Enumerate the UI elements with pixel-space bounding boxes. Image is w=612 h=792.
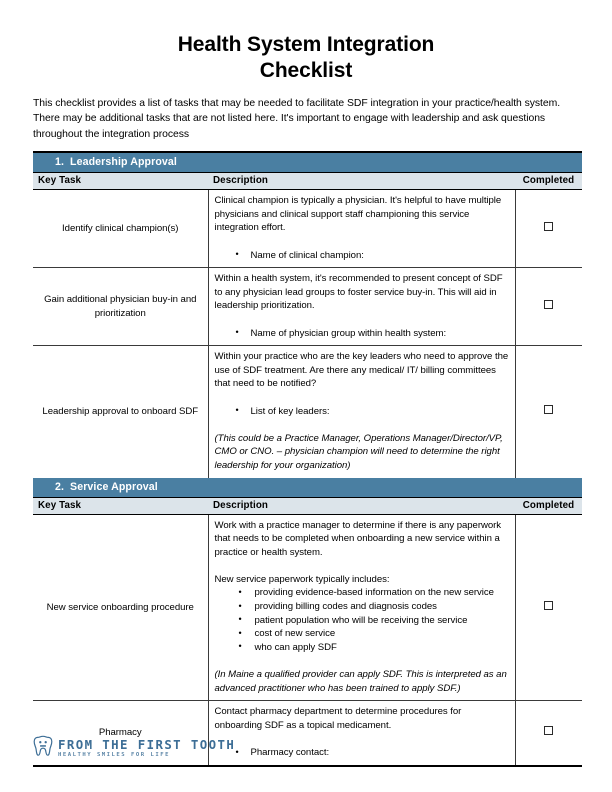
description-bullet-list xyxy=(215,327,509,341)
logo-main-text: FROM THE FIRST TOOTH xyxy=(58,736,236,752)
description-paragraph: Within a health system, it's recommended to present concept of SDF to any physician lead groups to foster service buy-in. This will aid in leadership prioritization. xyxy=(214,273,503,312)
column-header-key-task: Key Task xyxy=(33,497,208,514)
page-title-line-1: Health System Integration xyxy=(177,33,435,56)
list-item: • who can apply SDF xyxy=(215,641,509,655)
column-header-row xyxy=(33,497,582,514)
section-number: 2. xyxy=(55,480,65,493)
cell-key-task: Leadership approval to onboard SDF xyxy=(33,346,208,478)
cell-key-task: Identify clinical champion(s) xyxy=(33,190,208,268)
description-paragraph: Work with a practice manager to determine if there is any paperwork that needs to be completed when onboarding a new service within a practice or health system. xyxy=(214,519,502,558)
list-item: • cost of new service xyxy=(215,627,509,641)
cell-description xyxy=(208,190,515,268)
cell-completed[interactable] xyxy=(515,514,582,701)
table-row xyxy=(33,514,582,701)
logo-tagline: HEALTHY SMILES FOR LIFE xyxy=(58,751,170,758)
section-title: Service Approval xyxy=(70,480,158,493)
list-item: • Name of physician group within health system: xyxy=(215,327,509,341)
completed-checkbox[interactable] xyxy=(544,222,553,231)
description-paragraph: Within your practice who are the key leaders who need to approve the use of SDF treatment. Are there any medical/ IT/ billing committees that need to be notified? xyxy=(214,351,509,390)
section-header-row xyxy=(33,478,582,498)
cell-description xyxy=(208,701,515,765)
column-header-completed: Completed xyxy=(515,497,582,514)
cell-description xyxy=(208,268,515,346)
column-header-description: Description xyxy=(208,173,515,190)
completed-checkbox[interactable] xyxy=(544,405,553,414)
description-paragraph: New service paperwork typically includes: xyxy=(214,573,390,585)
table-row xyxy=(33,346,582,478)
column-header-row xyxy=(33,173,582,190)
cell-completed[interactable] xyxy=(515,268,582,346)
list-item: • Pharmacy contact: xyxy=(215,746,509,760)
logo-text xyxy=(58,736,236,759)
description-paragraph: Contact pharmacy department to determine procedures for onboarding SDF as a topical medicament. xyxy=(214,706,462,731)
description-bullet-list xyxy=(215,249,509,263)
checklist-table-wrapper xyxy=(33,151,582,766)
section-header-cell xyxy=(33,478,582,498)
cell-completed[interactable] xyxy=(515,346,582,478)
section-header-cell xyxy=(33,153,582,173)
column-header-description: Description xyxy=(208,497,515,514)
table-row xyxy=(33,268,582,346)
section-header-row xyxy=(33,153,582,173)
list-item: • List of key leaders: xyxy=(215,405,509,419)
cell-description xyxy=(208,346,515,478)
completed-checkbox[interactable] xyxy=(544,601,553,610)
cell-completed[interactable] xyxy=(515,190,582,268)
description-note: (In Maine a qualified provider can apply SDF. This is interpreted as an advanced practitioner who has been trained to apply SDF.) xyxy=(214,669,507,694)
list-item: • providing evidence-based information on the new service xyxy=(215,586,509,600)
cell-completed[interactable] xyxy=(515,701,582,765)
tooth-icon xyxy=(33,735,53,762)
footer-logo xyxy=(33,735,235,762)
title-block xyxy=(0,0,612,84)
column-header-key-task: Key Task xyxy=(33,173,208,190)
table-row xyxy=(33,190,582,268)
cell-key-task: Pharmacy xyxy=(33,701,208,765)
intro-paragraph: This checklist provides a list of tasks that may be needed to facilitate SDF integration in your practice/health system. There may be additional tasks that are not listed here. It's important to engage with leadership and ask questions throughout the integration process xyxy=(33,98,561,140)
description-bullet-list xyxy=(215,405,509,419)
section-title: Leadership Approval xyxy=(70,156,177,169)
section-number: 1. xyxy=(55,156,65,169)
completed-checkbox[interactable] xyxy=(544,726,553,735)
completed-checkbox[interactable] xyxy=(544,300,553,309)
cell-key-task: New service onboarding procedure xyxy=(33,514,208,701)
checklist-table xyxy=(33,153,582,764)
description-paragraph: Clinical champion is typically a physician. It's helpful to have multiple physicians and clinical support staff championing this service integration effort. xyxy=(214,195,502,234)
cell-description xyxy=(208,514,515,701)
list-item: • patient population who will be receiving the service xyxy=(215,614,509,628)
list-item: • providing billing codes and diagnosis codes xyxy=(215,600,509,614)
description-bullet-list xyxy=(215,746,509,760)
cell-key-task: Gain additional physician buy-in and prioritization xyxy=(33,268,208,346)
page-title-line-2: Checklist xyxy=(259,59,353,82)
description-note: (This could be a Practice Manager, Operations Manager/Director/VP, CMO or CNO. – physician champion will need to determine the right leadership for your organization) xyxy=(214,432,503,471)
checklist-table-body xyxy=(33,153,582,764)
column-header-completed: Completed xyxy=(515,173,582,190)
description-bullet-list xyxy=(215,586,509,654)
list-item: • Name of clinical champion: xyxy=(215,249,509,263)
